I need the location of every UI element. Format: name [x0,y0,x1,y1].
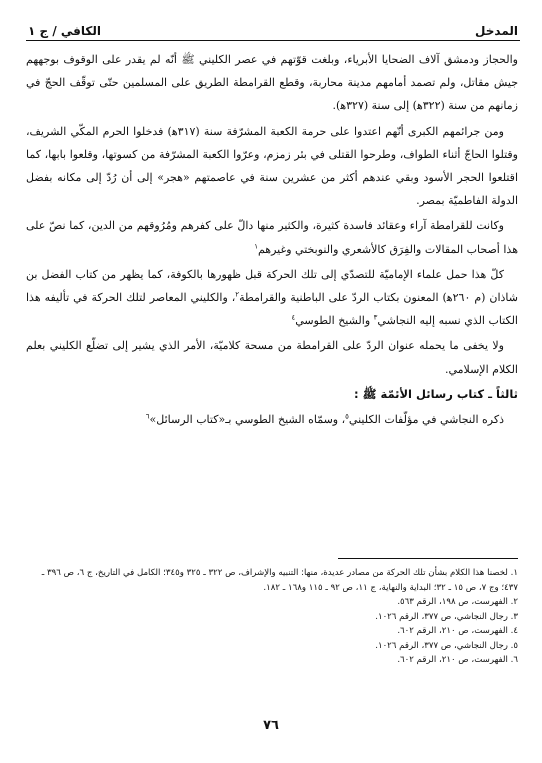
header-divider [26,40,520,41]
paragraph-5: ولا يخفى ما يحمله عنوان الردّ على القرامطة من مسحة كلاميّة، الأمر الذي يشير إلى تضلّع الكليني بعلم الكلام الإسلامي. [26,339,518,376]
paragraph-4-cont: ، والكليني المعاصر لتلك الحركة في تأليفه هذا الكتاب الذي نسبه إليه النجاشي [26,291,518,328]
chapter-title: المدخل [475,24,518,38]
footnote-marker-6[interactable]: ٦ [145,412,150,421]
main-text [26,48,518,433]
footnote-marker-4[interactable]: ٤ [291,313,296,322]
paragraph-6-text: ذكره النجاشي في مؤلّفات الكليني [348,413,504,427]
footnote-5: ٥. رجال النجاشي، ص ٣٧٧، الرقم ١٠٢٦. [375,640,518,651]
paragraph-6 [26,408,518,431]
paragraph-4-end: والشيخ الطوسي [295,314,374,328]
running-header [28,16,518,38]
footnotes [26,566,518,668]
paragraph-3 [26,214,518,260]
footnote-3: ٣. رجال النجاشي، ص ٣٧٧، الرقم ١٠٢٦. [375,611,518,622]
footnote-6: ٦. الفهرست، ص ٢١٠، الرقم ٦٠٢. [397,655,518,665]
footnote-marker-1[interactable]: ١ [254,241,258,250]
paragraph-1: والحجاز ودمشق آلاف الضحايا الأبرياء، وبلغت قوّتهم في عصر الكليني ﷺ أنّه لم يقدر على الوقوف بوجههم جيش مقاتل، ولم تصمد أمامهم مدينة محاربة، وقطع القرامطة الطريق على المسلمين حتّى توقّف الحجّ في زمانهم من سنة (٣٢٢ﻫ) إلى سنة (٣٢٧ﻫ). [26,53,518,113]
book-volume-title: الكافي / ج ١ [28,24,101,38]
footnote-2: ٢. الفهرست، ص ١٩٨، الرقم ٥٦٣. [397,597,518,607]
footnote-1: ١. لخصنا هذا الكلام بشأن تلك الحركة من مصادر عديدة، منها: التنبيه والإشراف، ص ٣٢٢ ـ ٣٢٥ و٣٤٥؛ الكامل في التاريخ، ج ٦، ص ٣٩٦ ـ ٤٣٧؛ وج ٧، ص ١٥ ـ ٣٢؛ البداية والنهاية، ج ١١، ص ٩٢ ـ ١١٥ و١٦٨ ـ ١٨٢. [41,568,518,593]
footnote-divider [338,558,518,559]
footnote-marker-3[interactable]: ٣ [373,313,378,322]
footnote-4: ٤. الفهرست، ص ٢١٠، الرقم ٦٠٢. [397,626,518,636]
page-number: ٧٦ [263,718,279,733]
paragraph-4 [26,263,518,333]
paragraph-6-tail: ، وسمّاه الشيخ الطوسي بـ«كتاب الرسائل» [149,413,346,427]
footnote-marker-2[interactable]: ٢ [235,290,240,299]
paragraph-3-text: وكانت للقرامطة آراء وعقائد فاسدة كثيرة، والكثير منها دالّ على كفرهم ومُرُوقهم من الدين، كما نصّ على هذا أصحاب المقالات والفِرَق كالأشعري والنوبختي وغيرهم [26,219,518,256]
paragraph-2: ومن جرائمهم الكبرى أنّهم اعتدوا على حرمة الكعبة المشرّفة سنة (٣١٧ﻫ) فدخلوا الحرم المكّي الشريف، وقتلوا الحاجّ أثناء الطواف، وطرحوا القتلى في بئر زمزم، وعرّوا الكعبة المشرّفة من كسوتها، وقلعوا بابها، كما اقتلعوا الحجر الأسود وبقي عندهم أكثر من عشرين سنة في عاصمتهم «هجر» إلى أن رُدّ إلى مكانه بفضل الدولة الفاطميّة بمصر. [26,124,518,208]
paragraph-4-text: كلّ هذا حمل علماء الإماميّة للتصدّي إلى تلك الحركة قبل ظهورها بالكوفة، كما يظهر من كتاب الفضل بن شاذان (م ٢٦٠ﻫ) المعنون بكتاب الردّ على الباطنية والقرامطة [26,267,518,305]
footnote-marker-5[interactable]: ٥ [345,412,349,421]
section-heading: ثالثاً ـ كتاب رسائل الأئمّة ﷺ : [353,386,518,401]
